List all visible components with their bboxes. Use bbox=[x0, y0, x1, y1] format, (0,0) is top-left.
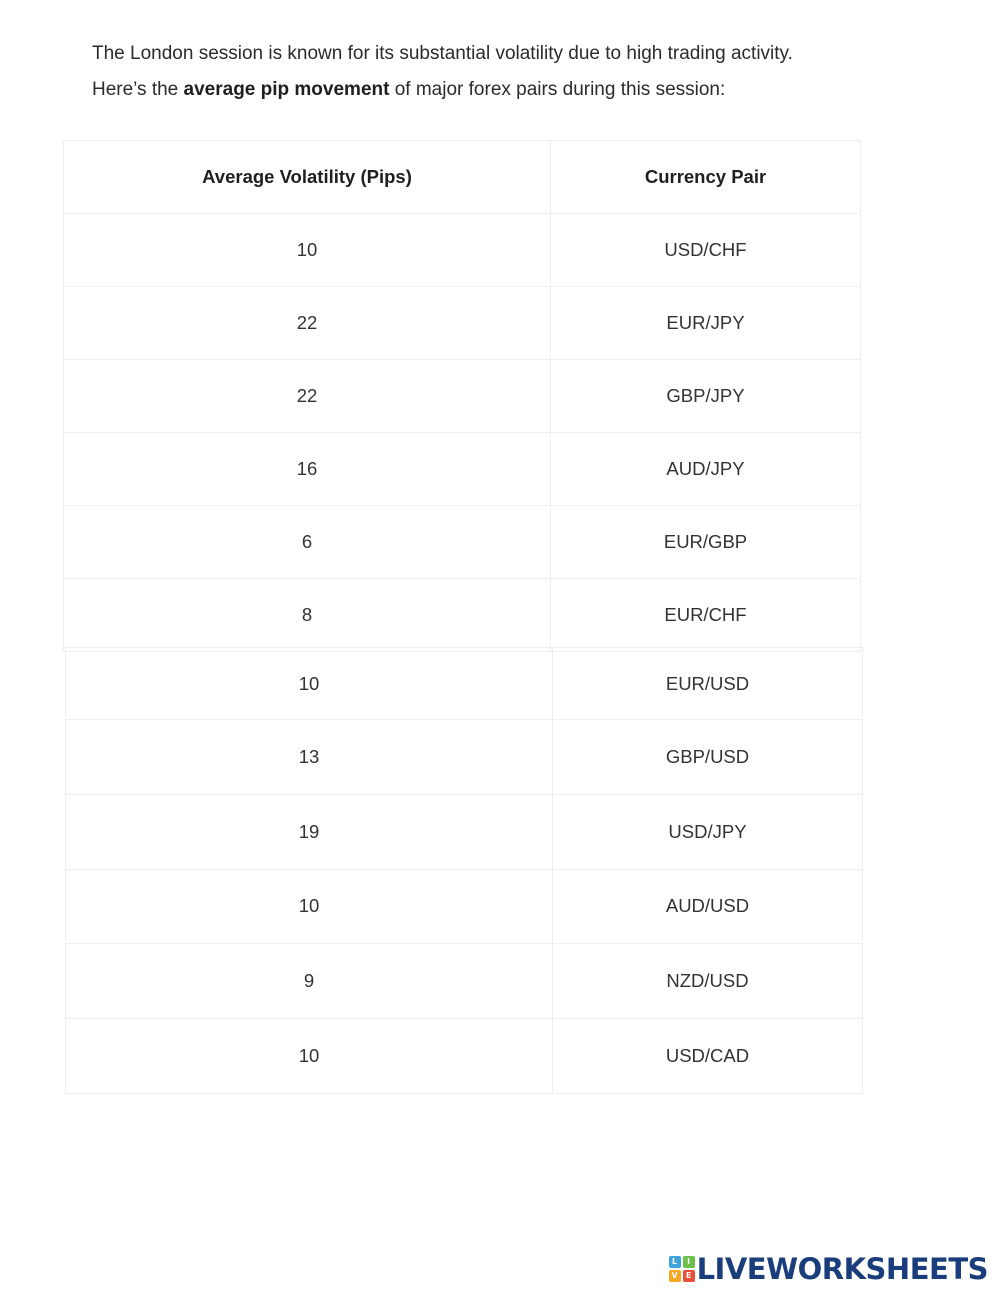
table-row bbox=[66, 869, 863, 944]
pips-cell: 19 bbox=[66, 794, 553, 869]
currency-pair-cell: EUR/CHF bbox=[551, 579, 861, 652]
table-row bbox=[66, 648, 863, 720]
intro-line-1: The London session is known for its substantial volatility due to high trading activity. bbox=[92, 43, 793, 64]
currency-pair-cell: EUR/JPY bbox=[551, 287, 861, 360]
currency-pair-cell: EUR/GBP bbox=[551, 506, 861, 579]
logo-mark-icon bbox=[669, 1256, 695, 1282]
table-row bbox=[66, 720, 863, 795]
table-row bbox=[64, 214, 861, 287]
intro-line-2-emphasis: average pip movement bbox=[183, 79, 390, 100]
pips-cell: 10 bbox=[66, 648, 553, 720]
currency-pair-cell: USD/CHF bbox=[551, 214, 861, 287]
table-row bbox=[66, 794, 863, 869]
pips-cell: 13 bbox=[66, 720, 553, 795]
table-header-row bbox=[64, 141, 861, 214]
table-row bbox=[64, 433, 861, 506]
table-row bbox=[64, 360, 861, 433]
header-currency-pair: Currency Pair bbox=[551, 141, 861, 214]
currency-pair-cell: AUD/JPY bbox=[551, 433, 861, 506]
currency-pair-cell: GBP/USD bbox=[553, 720, 863, 795]
pips-cell: 22 bbox=[64, 360, 551, 433]
intro-line-2 bbox=[92, 72, 972, 108]
table-row bbox=[66, 1019, 863, 1094]
pips-cell: 10 bbox=[64, 214, 551, 287]
volatility-table-part-2 bbox=[65, 647, 863, 1094]
table-row bbox=[66, 944, 863, 1019]
pips-cell: 22 bbox=[64, 287, 551, 360]
header-average-volatility: Average Volatility (Pips) bbox=[64, 141, 551, 214]
logo-text: LIVEWORKSHEETS bbox=[696, 1252, 988, 1286]
pips-cell: 16 bbox=[64, 433, 551, 506]
logo-mark-tile: L bbox=[669, 1256, 681, 1268]
pips-cell: 10 bbox=[66, 869, 553, 944]
logo-mark-tile: I bbox=[683, 1256, 695, 1268]
pips-cell: 8 bbox=[64, 579, 551, 652]
currency-pair-cell: USD/CAD bbox=[553, 1019, 863, 1094]
currency-pair-cell: AUD/USD bbox=[553, 869, 863, 944]
intro-line-2-start: Here’s the bbox=[92, 79, 184, 100]
logo-mark-tile: E bbox=[683, 1270, 695, 1282]
volatility-table-part-1 bbox=[63, 140, 861, 652]
table-row bbox=[64, 287, 861, 360]
table-row bbox=[64, 579, 861, 652]
currency-pair-cell: USD/JPY bbox=[553, 794, 863, 869]
intro-line-2-end: of major forex pairs during this session: bbox=[389, 79, 726, 100]
table-row bbox=[64, 506, 861, 579]
pips-cell: 6 bbox=[64, 506, 551, 579]
liveworksheets-logo bbox=[669, 1252, 988, 1286]
logo-mark-tile: V bbox=[669, 1270, 681, 1282]
currency-pair-cell: NZD/USD bbox=[553, 944, 863, 1019]
pips-cell: 10 bbox=[66, 1019, 553, 1094]
currency-pair-cell: EUR/USD bbox=[553, 648, 863, 720]
intro-paragraph bbox=[92, 36, 972, 108]
pips-cell: 9 bbox=[66, 944, 553, 1019]
currency-pair-cell: GBP/JPY bbox=[551, 360, 861, 433]
